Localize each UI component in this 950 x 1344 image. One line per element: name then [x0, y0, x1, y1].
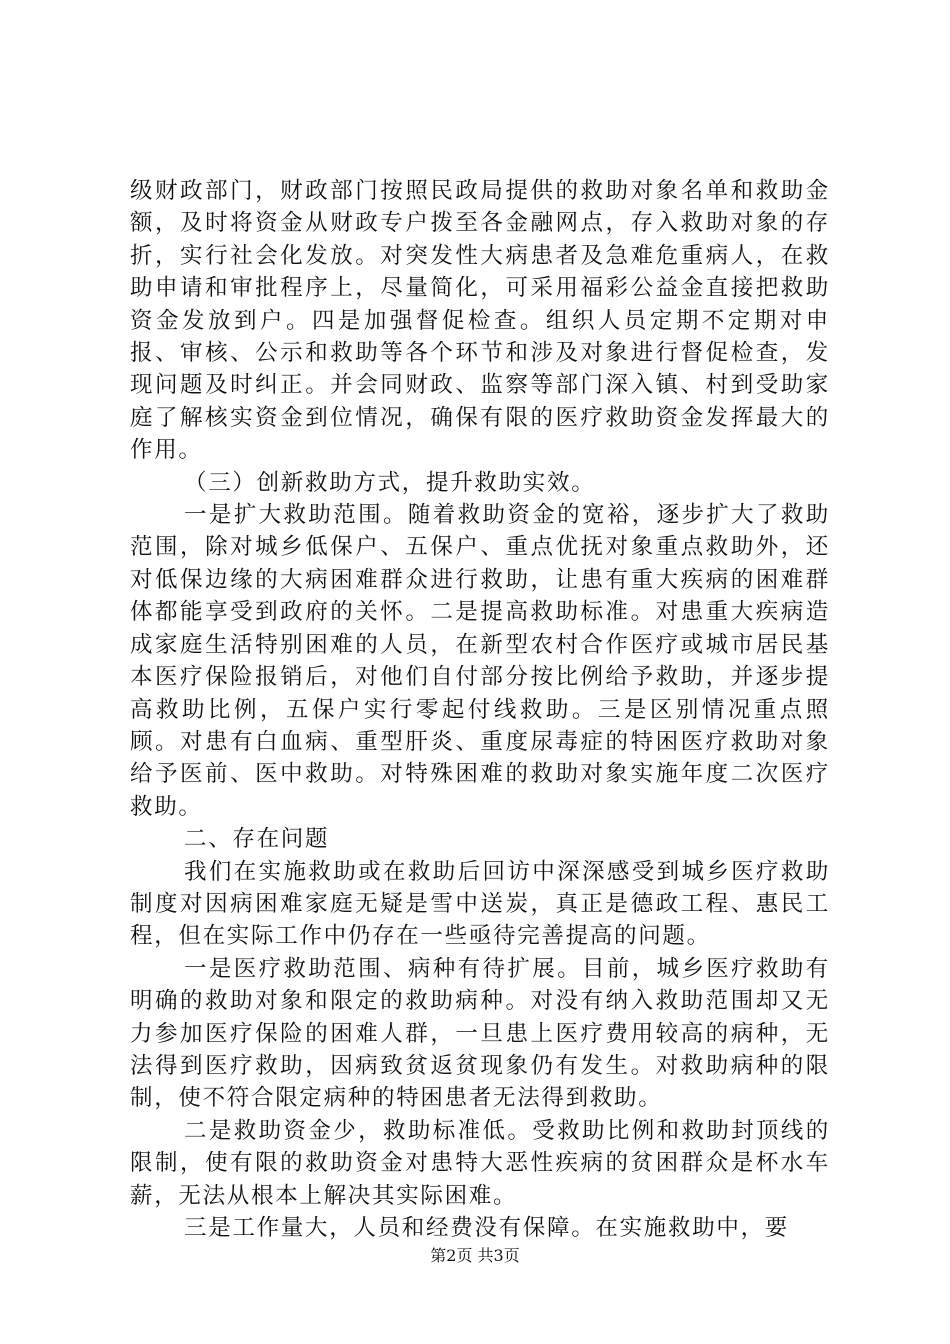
section-heading-innovation: （三）创新救助方式，提升救助实效。 — [184, 469, 596, 496]
paragraph-problem-one: 一是医疗救助范围、病种有待扩展。目前，城乡医疗救助有明确的救助对象和限定的救助病种。对没有纳入救助范围却又无力参加医疗保险的困难人群，一旦患上医疗费用较高的病种，无法得到医疗救助，因病致贫返贫现象仍有发生。对救助病种的限制，使不符合限定病种的特困患者无法得到救助。 — [130, 955, 830, 1112]
paragraph-problem-two: 二是救助资金少，救助标准低。受救助比例和救助封顶线的限制，使有限的救助资金对患特大恶性疾病的贫困群众是杯水车薪，无法从根本上解决其实际困难。 — [130, 1117, 830, 1209]
paragraph-funding-process: 级财政部门，财政部门按照民政局提供的救助对象名单和救助金额，及时将资金从财政专户拨至各金融网点，存入救助对象的存折，实行社会化发放。对突发性大病患者及急难危重病人，在救助申请和审批程序上，尽量简化，可采用福彩公益金直接把救助资金发放到户。四是加强督促检查。组织人员定期不定期对申报、审核、公示和救助等各个环节和涉及对象进行督促检查，发现问题及时纠正。并会同财政、监察等部门深入镇、村到受助家庭了解核实资金到位情况，确保有限的医疗救助资金发挥最大的作用。 — [130, 178, 830, 464]
document-body — [130, 175, 830, 1244]
paragraph-expand-scope: 一是扩大救助范围。随着救助资金的宽裕，逐步扩大了救助范围，除对城乡低保户、五保户、重点优抚对象重点救助外，还对低保边缘的大病困难群众进行救助，让患有重大疾病的困难群体都能享受到政府的关怀。二是提高救助标准。对患重大疾病造成家庭生活特别困难的人员，在新型农村合作医疗或城市居民基本医疗保险报销后，对他们自付部分按比例给予救助，并逐步提高救助比例，五保户实行零起付线救助。三是区别情况重点照顾。对患有白血病、重型肝炎、重度尿毒症的特困医疗救助对象给予医前、医中救助。对特殊困难的救助对象实施年度二次医疗救助。 — [130, 502, 830, 820]
paragraph-problem-three: 三是工作量大，人员和经费没有保障。在实施救助中，要 — [184, 1215, 790, 1241]
section-heading-problems: 二、存在问题 — [184, 826, 330, 853]
paragraph-problems-intro: 我们在实施救助或在救助后回访中深深感受到城乡医疗救助制度对因病困难家庭无疑是雪中送炭，真正是德政工程、惠民工程，但在实际工作中仍存在一些亟待完善提高的问题。 — [130, 858, 830, 950]
page-number-footer: 第2页 共3页 — [430, 1246, 520, 1265]
